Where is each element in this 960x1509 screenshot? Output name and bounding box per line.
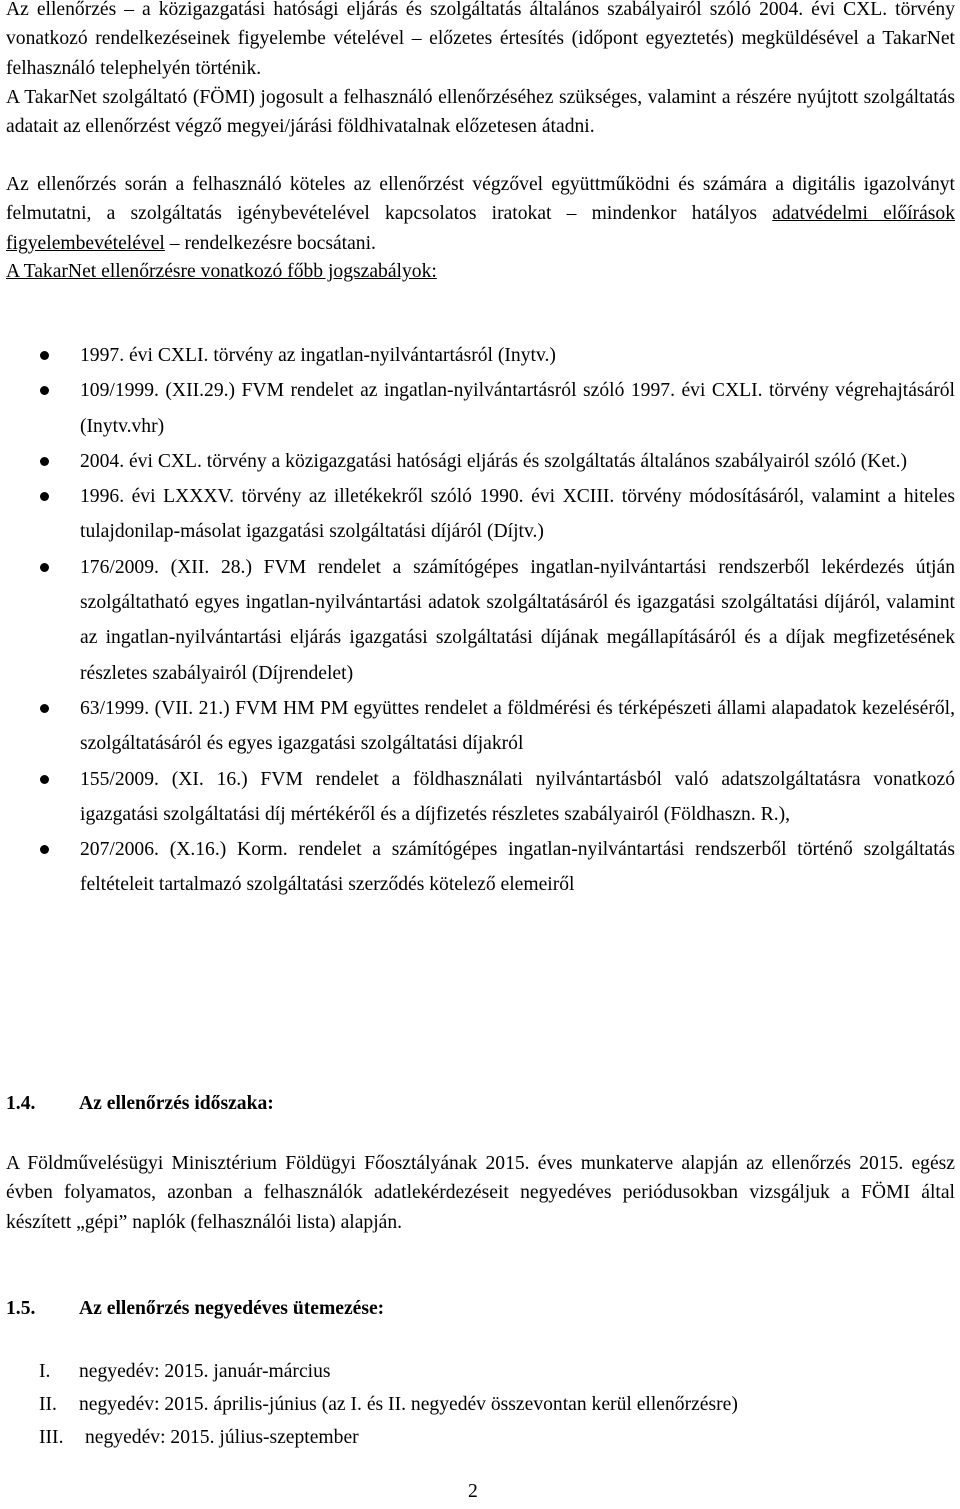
- law-item: [6, 444, 955, 479]
- bullet-icon: [40, 386, 49, 395]
- law-item: [6, 832, 955, 903]
- bullet-icon: [40, 492, 49, 501]
- quarter-text: negyedév: 2015. július-szeptember: [85, 1427, 359, 1448]
- paragraph-period: A Földművelésügyi Minisztérium Földügyi Főosztályának 2015. éves munkaterve alapján az ellenőrzés 2015. egész évben folyamatos, azonban a felhasználók adatlekérdezéseit negyedéves periódusokban vizsgáljuk a FÖMI által készített „gépi” naplók (felhasználói lista) alapján.: [6, 1153, 955, 1233]
- law-item: [6, 338, 955, 373]
- law-item: [6, 373, 955, 444]
- section-title: Az ellenőrzés negyedéves ütemezése:: [79, 1298, 385, 1319]
- bullet-icon: [40, 457, 49, 466]
- quarter-schedule-list: [39, 1355, 738, 1454]
- section-heading-1-4: [6, 1089, 274, 1118]
- law-item: [6, 479, 955, 550]
- quarter-item: [39, 1388, 738, 1421]
- user-obligations-text-1: Az ellenőrzés során a felhasználó köteles az ellenőrzést végzővel együttműködni és számára a digitális igazolványt felmutatni, a szolgáltatás igénybevételével kapcsolatos iratokat – mindenkor hatályos: [6, 174, 955, 225]
- paragraph-intro: Az ellenőrzés – a közigazgatási hatósági eljárás és szolgáltatás általános szabályairól szóló 2004. évi CXL. törvény vonatkozó rendelkezéseinek figyelembe vételével – előzetes értesítés (időpont egyeztetés) megküldésével a TakarNet felhasználó telephelyén történik.: [6, 0, 955, 79]
- data-protection-underlined: adatvédelmi előírások figyelembevételével: [6, 203, 955, 254]
- law-text: 155/2009. (XI. 16.) FVM rendelet a földhasználati nyilvántartásból való adatszolgáltatásra vonatkozó igazgatási szolgáltatási díj mértékéről és a díjfizetés részletes szabályairól (Földhaszn. R.),: [80, 768, 955, 825]
- law-item: [6, 550, 955, 691]
- quarter-number: II.: [39, 1394, 57, 1415]
- quarter-item: [39, 1421, 738, 1454]
- bullet-icon: [40, 563, 49, 572]
- law-text: 1996. évi LXXXV. törvény az illetékekről szóló 1990. évi XCIII. törvény módosításáról, valamint a hiteles tulajdonilap-másolat igazgatási szolgáltatási díjáról (Díjtv.): [80, 486, 955, 543]
- section-number: 1.5.: [6, 1298, 36, 1319]
- user-obligations-text-2: – rendelkezésre bocsátani.: [164, 232, 376, 254]
- law-text: 63/1999. (VII. 21.) FVM HM PM együttes rendelet a földmérési és térképészeti állami alapadatok kezeléséről, szolgáltatásáról és egyes igazgatási szolgáltatási díjakról: [80, 697, 955, 755]
- section-number: 1.4.: [6, 1093, 36, 1114]
- page-number: 2: [468, 1481, 478, 1502]
- section-heading-1-5: [6, 1294, 384, 1323]
- law-text: 176/2009. (XII. 28.) FVM rendelet a számítógépes ingatlan-nyilvántartási rendszerből lekérdezés útján szolgáltatható egyes ingatlan-nyilvántartási adatok szolgáltatásáról és igazgatási szolgáltatási díjáról, valamint az ingatlan-nyilvántartási eljárás igazgatási szolgáltatási díjának megállapításáról és a díjak megfizetésének részletes szabályairól (Díjrendelet): [80, 556, 955, 684]
- quarter-number: I.: [39, 1361, 51, 1382]
- paragraph-provider: A TakarNet szolgáltató (FÖMI) jogosult a felhasználó ellenőrzéséhez szükséges, valamint a részére nyújtott szolgáltatás adatait az ellenőrzést végző megyei/járási földhivatalnak előzetesen átadni.: [6, 87, 955, 138]
- bullet-icon: [40, 775, 49, 784]
- bullet-icon: [40, 845, 49, 854]
- law-item: [6, 762, 955, 833]
- law-text: 2004. évi CXL. törvény a közigazgatási hatósági eljárás és szolgáltatás általános szabályairól szóló (Ket.): [80, 450, 908, 472]
- quarter-text: negyedév: 2015. január-március: [79, 1361, 331, 1382]
- law-item: [6, 691, 955, 762]
- laws-heading: A TakarNet ellenőrzésre vonatkozó főbb jogszabályok:: [6, 261, 437, 282]
- law-text: 109/1999. (XII.29.) FVM rendelet az ingatlan-nyilvántartásról szóló 1997. évi CXLI. törvény végrehajtásáról (Inytv.vhr): [80, 380, 955, 437]
- quarter-item: [39, 1355, 738, 1388]
- bullet-icon: [40, 351, 49, 360]
- laws-list: [6, 338, 955, 903]
- quarter-text: negyedév: 2015. április-június (az I. és II. negyedév összevontan kerül ellenőrzésre): [79, 1394, 738, 1415]
- law-text: 1997. évi CXLI. törvény az ingatlan-nyilvántartásról (Inytv.): [80, 345, 556, 366]
- quarter-number: III.: [39, 1427, 64, 1448]
- section-title: Az ellenőrzés időszaka:: [79, 1093, 274, 1114]
- law-text: 207/2006. (X.16.) Korm. rendelet a számítógépes ingatlan-nyilvántartási rendszerből történő szolgáltatás feltételeit tartalmazó szolgáltatási szerződés kötelező elemeiről: [80, 839, 955, 896]
- paragraph-user-obligations: [6, 170, 955, 258]
- bullet-icon: [40, 704, 49, 713]
